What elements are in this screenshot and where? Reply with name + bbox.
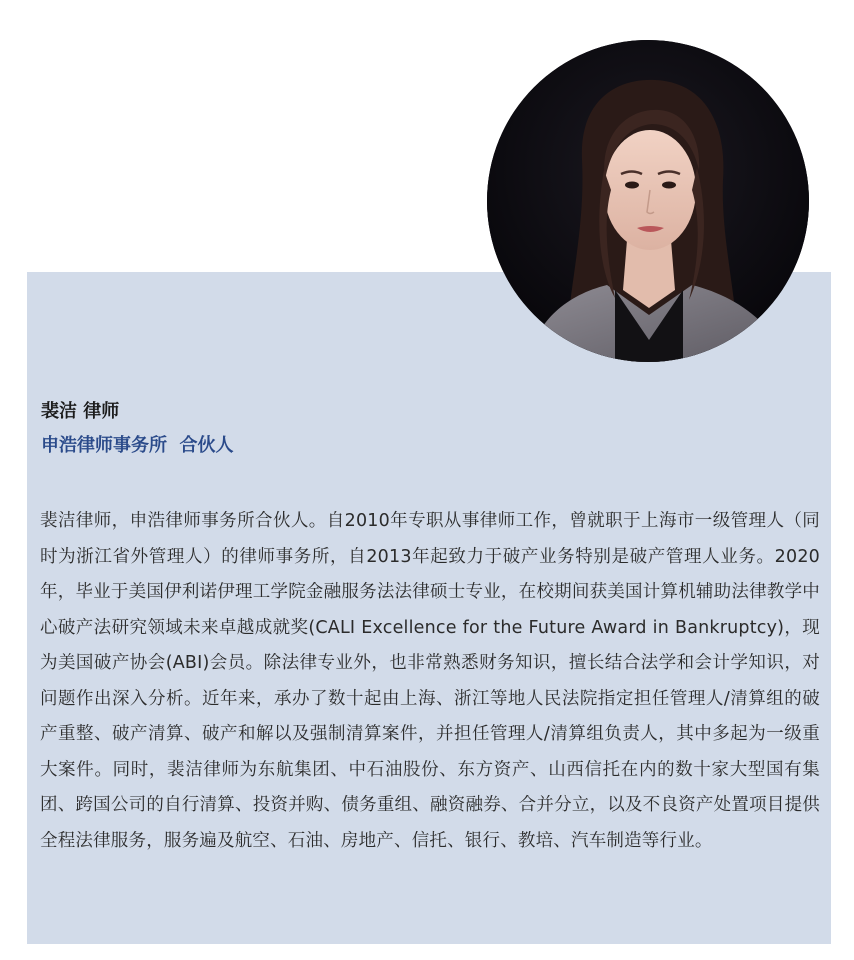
lawyer-bio: 裴洁律师，申浩律师事务所合伙人。自2010年专职从事律师工作，曾就职于上海市一级管理人（同时为浙江省外管理人）的律师事务所，自2013年起致力于破产业务特别是破产管理人业务。2020年，毕业于美国伊利诺伊理工学院金融服务法法律硕士专业，在校期间获美国计算机辅助法律教学中心破产法研究领域未来卓越成就奖(CALI Excellence for the Future Award in Bankruptcy)，现为美国破产协会(ABI)会员。除法律专业外，也非常熟悉财务知识，擅长结合法学和会计学知识，对问题作出深入分析。近年来，承办了数十起由上海、浙江等地人民法院指定担任管理人/清算组的破产重整、破产清算、破产和解以及强制清算案件，并担任管理人/清算组负责人，其中多起为一级重大案件。同时，裴洁律师为东航集团、中石油股份、东方资产、山西信托在内的数十家大型国有集团、跨国公司的自行清算、投资并购、债务重组、融资融券、合并分立，以及不良资产处置项目提供全程法律服务，服务遍及航空、石油、房地产、信托、银行、教培、汽车制造等行业。 — [40, 511, 820, 851]
lawyer-name: 裴洁 律师 — [41, 401, 120, 422]
lawyer-title: 申浩律师事务所 合伙人 — [41, 435, 234, 456]
portrait-photo — [487, 40, 809, 362]
